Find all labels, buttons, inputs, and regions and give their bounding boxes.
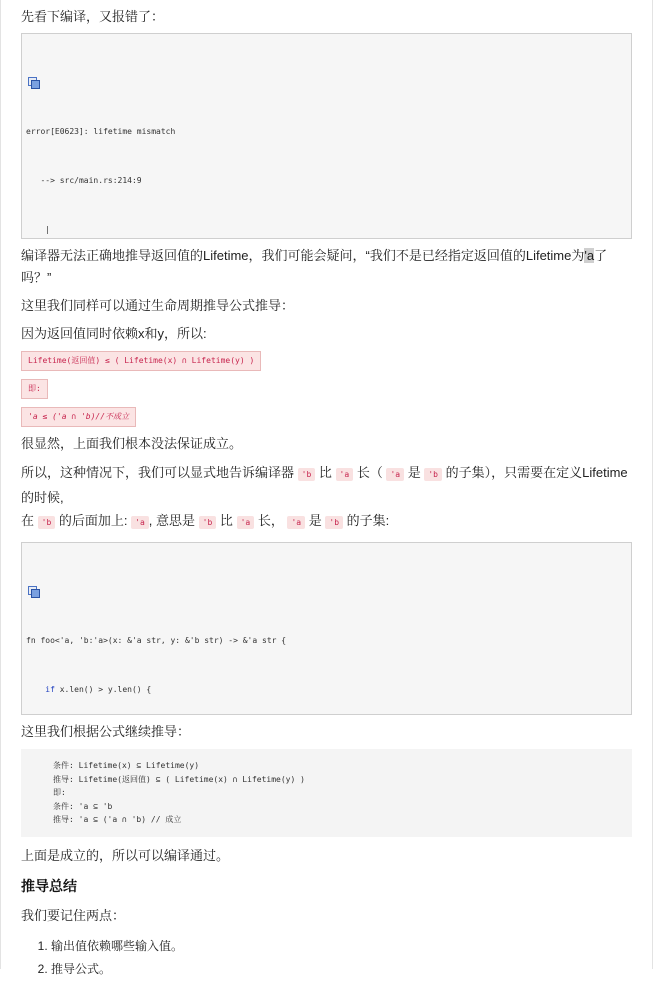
paragraph: 这里我们同样可以通过生命周期推导公式推导：	[21, 298, 295, 313]
inline-code: 'b	[298, 468, 316, 481]
code-line: if x.len() > y.len() {	[45, 685, 152, 695]
paragraph: 这里我们根据公式继续推导：	[21, 724, 191, 739]
inline-code: 'a	[131, 516, 149, 529]
derivation-block	[21, 749, 632, 837]
formula-inline: 'a ≤ ('a ∩ 'b)//不成立	[21, 407, 136, 427]
highlight: 'a	[584, 248, 595, 263]
paragraph: 很显然，上面我们根本没法保证成立。	[21, 436, 243, 451]
derivation-line: 推导: 'a ⊆ ('a ∩ 'b) // 成立	[53, 815, 182, 824]
paragraph: 所以，这种情况下，我们可以显式地告诉编译器 'b 比 'a 长（ 'a 是 'b 的子集），只需要在定义Lifetime的时候, 在 'b 的后面加上: 'a , 意思是 'b 比 'a 长， 'a 是 'b 的子集:	[21, 465, 628, 528]
inline-code: 'b	[199, 516, 217, 529]
inline-code: 'a	[386, 468, 404, 481]
inline-code: 'a	[336, 468, 354, 481]
inline-code: 'b	[325, 516, 343, 529]
list-item: 1. 输出值依赖哪些输入值。	[51, 935, 632, 958]
paragraph: 编译器无法正确地推导返回值的Lifetime，我们可能会疑问，“我们不是已经指定返回值的Lifetime为'a了吗？”	[21, 248, 608, 285]
summary-list	[21, 935, 632, 981]
paragraph: 上面是成立的，所以可以编译通过。	[21, 847, 230, 863]
derivation-line: 条件: Lifetime(x) ⊆ Lifetime(y)	[53, 761, 200, 770]
derivation-line: 推导: Lifetime(返回值) ⊆ ( Lifetime(x) ∩ Lifetime(y) )	[53, 774, 305, 784]
code-line: |	[26, 224, 51, 234]
list-item: 2. 推导公式。	[51, 958, 632, 981]
code-block	[21, 542, 632, 715]
copy-code-icon[interactable]	[28, 77, 39, 88]
code-line: error[E0623]: lifetime mismatch	[26, 127, 176, 137]
formula-inline: Lifetime(返回值) ≤ ( Lifetime(x) ∩ Lifetime(y) )	[21, 351, 261, 371]
section-heading: 推导总结	[21, 877, 77, 894]
copy-code-icon[interactable]	[28, 586, 39, 597]
derivation-line: 即:	[53, 788, 66, 797]
formula-inline: 即:	[21, 379, 48, 399]
intro-text: 先看下编译，又报错了：	[21, 9, 165, 24]
code-line: fn foo<'a, 'b:'a>(x: &'a str, y: &'b str) -> &'a str {	[26, 636, 287, 646]
inline-code: 'a	[237, 516, 255, 529]
inline-code: 'b	[38, 516, 56, 529]
inline-code: 'b	[424, 468, 442, 481]
inline-code: 'a	[287, 516, 305, 529]
paragraph: 因为返回值同时依赖x和y，所以:	[21, 326, 207, 341]
derivation-line: 条件: 'a ⊆ 'b	[53, 801, 113, 811]
error-code-block	[21, 33, 632, 239]
code-line: --> src/main.rs:214:9	[26, 176, 142, 186]
paragraph: 我们要记住两点：	[21, 907, 126, 923]
